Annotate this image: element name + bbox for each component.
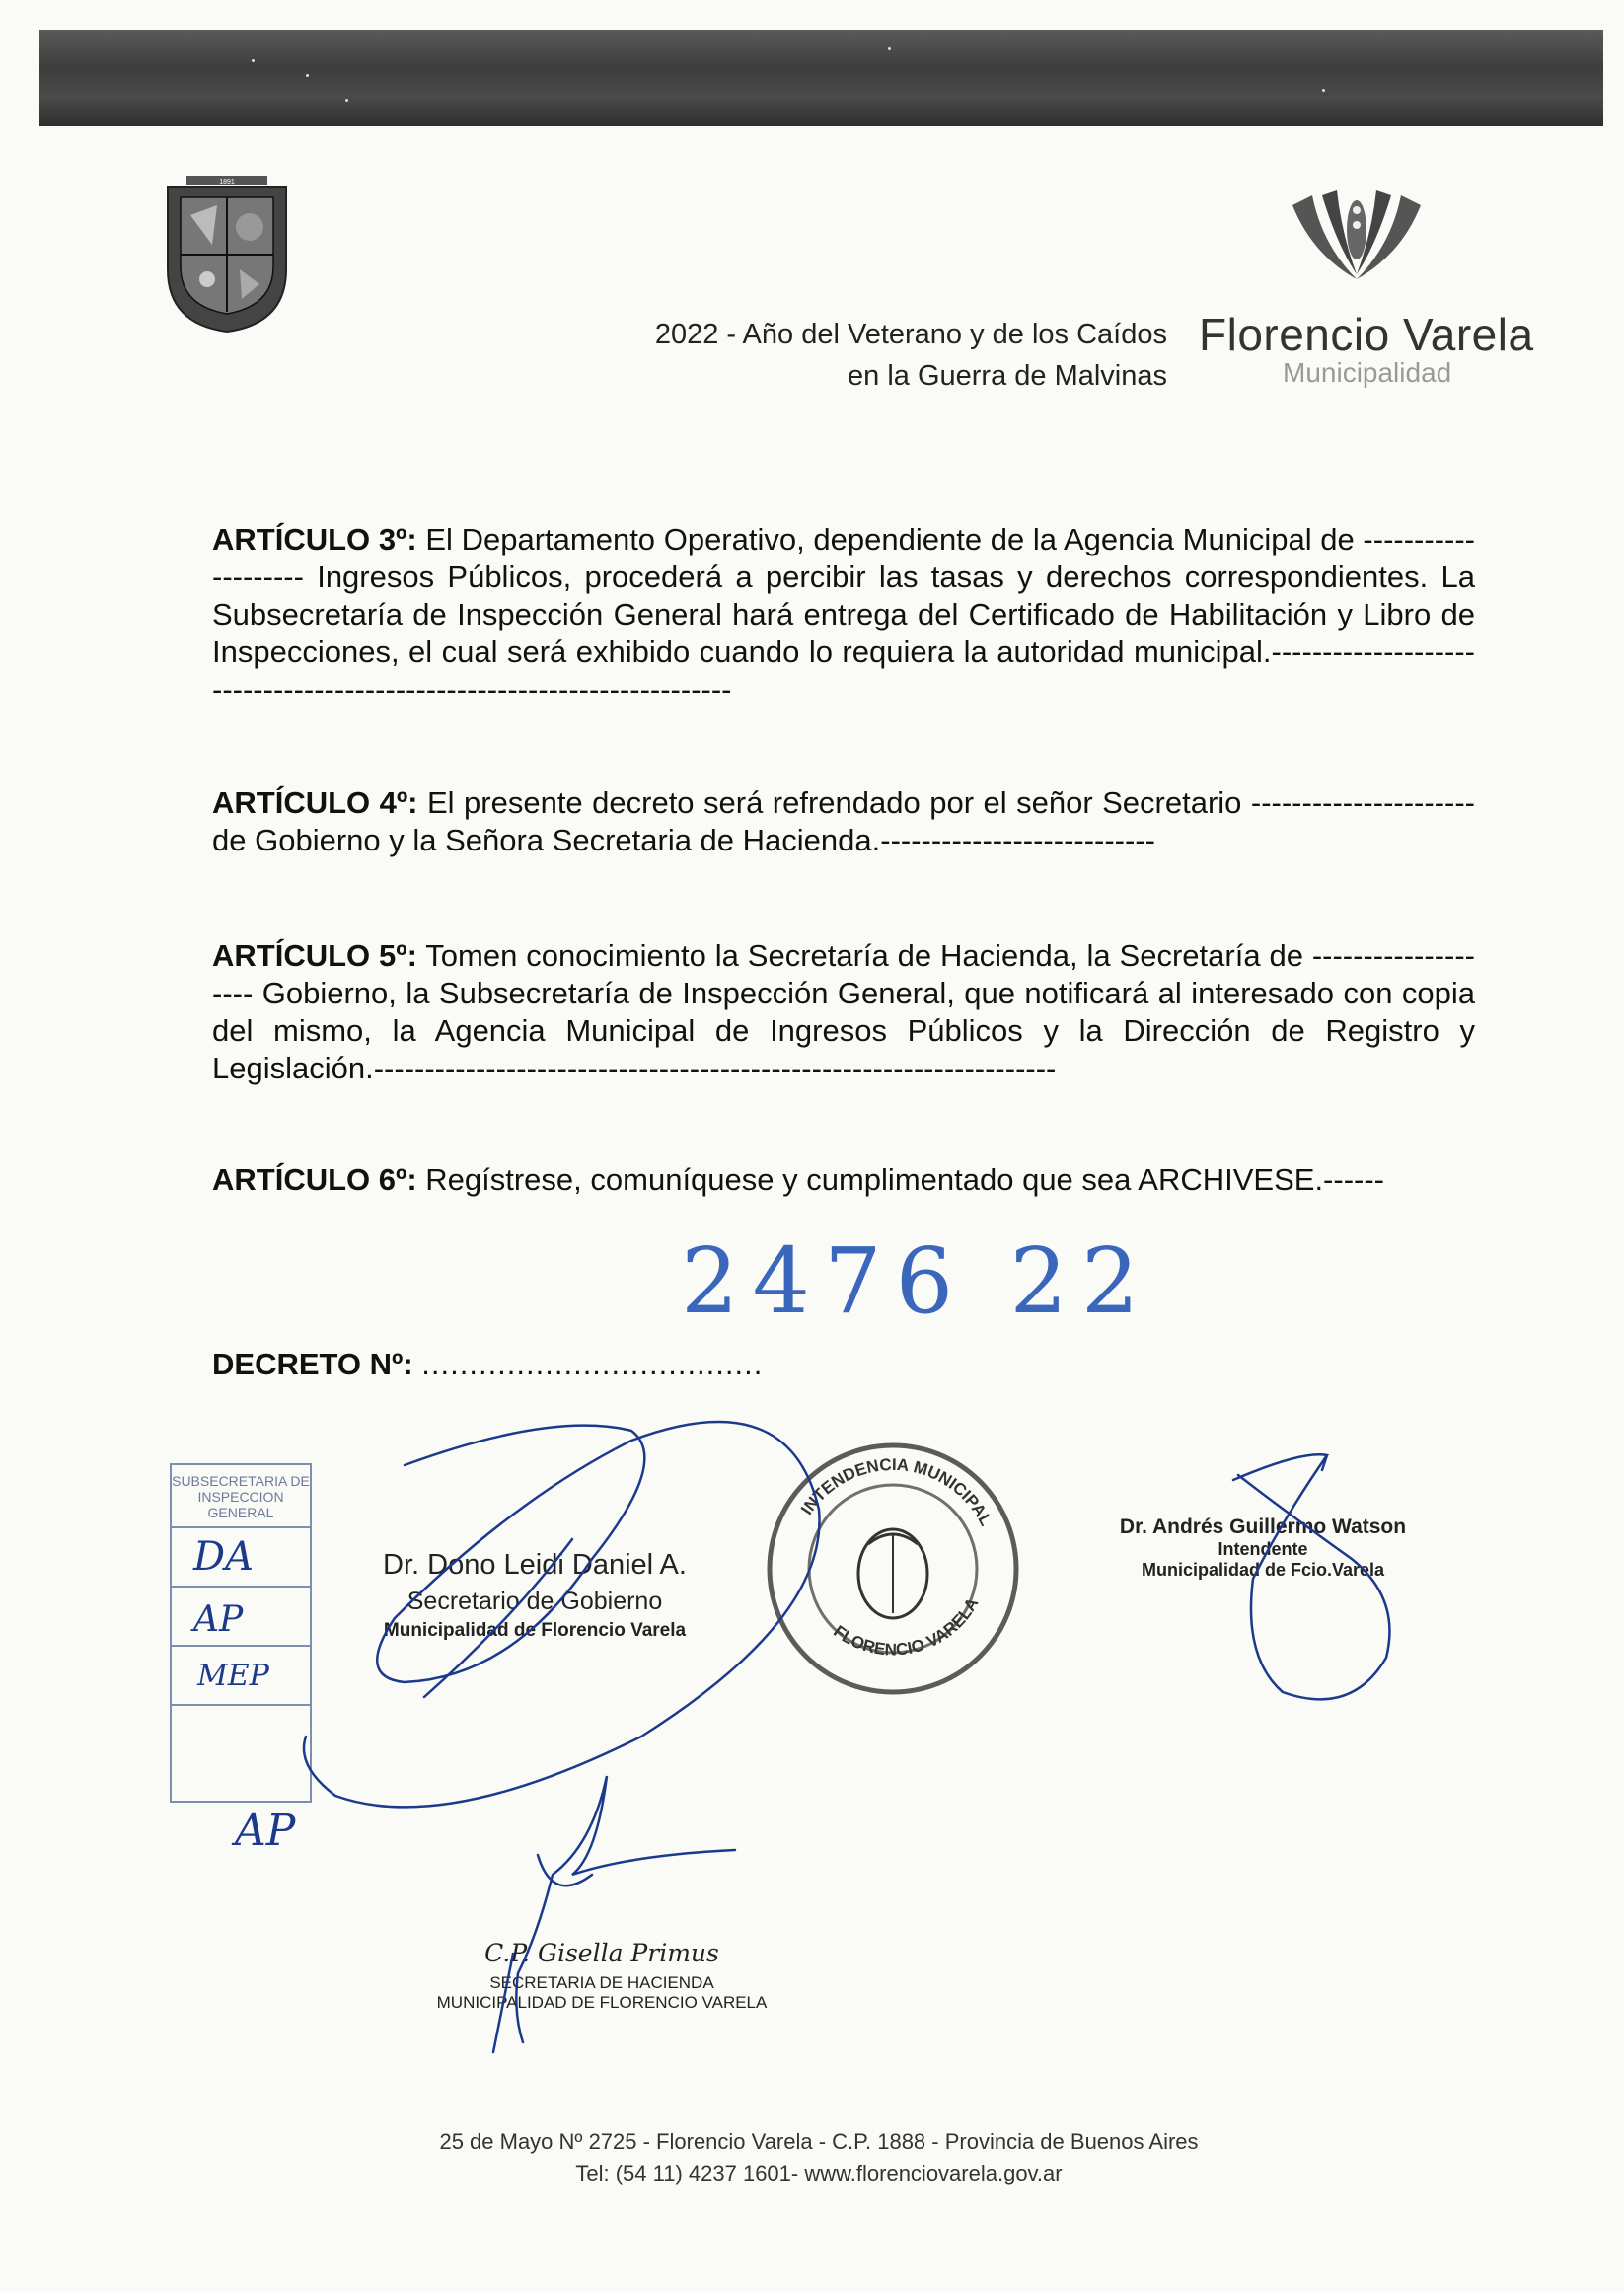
- year-motto: [553, 314, 1167, 397]
- footer-line-1: 25 de Mayo Nº 2725 - Florencio Varela - C.P. 1888 - Provincia de Buenos Aires: [439, 2129, 1199, 2154]
- article-text: Tomen conocimiento la Secretaría de Hacienda, la Secretaría de -------------------- Gobierno, la Subsecretaría de Inspección General, que notificará al interesado con copia del mismo, la Agencia Municipal de Ingresos Públicos y la Dirección de Registro y Legislación.-------------------------------------------------------------------: [212, 938, 1475, 1085]
- decree-line: [212, 1347, 763, 1382]
- article-4: [212, 784, 1475, 859]
- signer-org: Municipalidad de Florencio Varela: [383, 1620, 687, 1641]
- article-5: [212, 937, 1475, 1087]
- stamp-cell: [172, 1588, 310, 1647]
- motto-line-1: 2022 - Año del Veterano y de los Caídos: [654, 319, 1167, 350]
- footer-address: [326, 2126, 1312, 2189]
- signature-block-intendente: [1105, 1516, 1421, 1581]
- brand-subtitle: Municipalidad: [1283, 357, 1452, 388]
- stamp-cell: [172, 1528, 310, 1588]
- stamp-cell: [172, 1647, 310, 1706]
- stamp-box-title: SUBSECRETARIA DE INSPECCION GENERAL: [172, 1465, 310, 1528]
- signer-name: Dr. Andrés Guillermo Watson: [1119, 1516, 1407, 1538]
- inspection-stamp-box: [170, 1463, 312, 1803]
- decree-number-stamp: 2476 22: [681, 1228, 1153, 1334]
- signature-block-secretaria-hacienda: [414, 1939, 789, 2013]
- decree-dots: ....................................: [421, 1347, 764, 1381]
- article-label: ARTÍCULO 3º:: [212, 522, 417, 556]
- signer-role: Secretario de Gobierno: [406, 1588, 663, 1615]
- scan-header-bar: [39, 30, 1603, 126]
- article-label: ARTÍCULO 5º:: [212, 938, 417, 973]
- signer-name: C.P. Gisella Primus: [484, 1939, 719, 1967]
- signer-name: Dr. Dono Leidi Daniel A.: [383, 1549, 687, 1581]
- article-label: ARTÍCULO 6º:: [212, 1162, 417, 1197]
- signer-org: MUNICIPALIDAD DE FLORENCIO VARELA: [436, 1993, 768, 2012]
- article-text: El Departamento Operativo, dependiente de la Agencia Municipal de -------------------- Ingresos Públicos, procederá a percibir las tasas y derechos correspondientes. La Subsecretaría de Inspección General hará entrega del Certificado de Habilitación y Libro de Inspecciones, el cual será exhibido cuando lo requiera la autoridad municipal.-----------------------------------------------------------------------: [212, 522, 1475, 706]
- official-seal: [760, 1436, 1026, 1702]
- initials: AP: [235, 1806, 296, 1856]
- svg-text:FLORENCIO VARELA: FLORENCIO VARELA: [830, 1594, 983, 1660]
- signer-org: Municipalidad de Fcio.Varela: [1141, 1560, 1385, 1580]
- signer-role: SECRETARIA DE HACIENDA: [489, 1973, 714, 1992]
- article-text: El presente decreto será refrendado por el señor Secretario ---------------------- de Gobierno y la Señora Secretaria de Hacienda.---------------------------: [212, 785, 1475, 857]
- footer-line-2: Tel: (54 11) 4237 1601- www.florenciovarela.gov.ar: [575, 2161, 1063, 2185]
- municipal-shield-logo: [163, 176, 291, 333]
- article-3: [212, 521, 1475, 708]
- motto-line-2: en la Guerra de Malvinas: [848, 360, 1167, 392]
- article-label: ARTÍCULO 4º:: [212, 785, 418, 820]
- initials: AP: [193, 1599, 244, 1640]
- article-6: [212, 1161, 1475, 1199]
- florencio-varela-crest-logo: [1283, 185, 1431, 284]
- signer-role: Intendente: [1218, 1539, 1308, 1559]
- article-text: Regístrese, comuníquese y cumplimentado que sea ARCHIVESE.------: [416, 1162, 1385, 1197]
- initials: DA: [193, 1534, 254, 1580]
- svg-text:INTENDENCIA MUNICIPAL: INTENDENCIA MUNICIPAL: [797, 1454, 997, 1529]
- decree-label: DECRETO Nº:: [212, 1347, 413, 1381]
- initials: MEP: [197, 1659, 269, 1693]
- brand-name: Florencio Varela: [1199, 309, 1534, 360]
- signature-block-secretario-gobierno: [357, 1549, 712, 1642]
- svg-text:1891: 1891: [219, 179, 235, 185]
